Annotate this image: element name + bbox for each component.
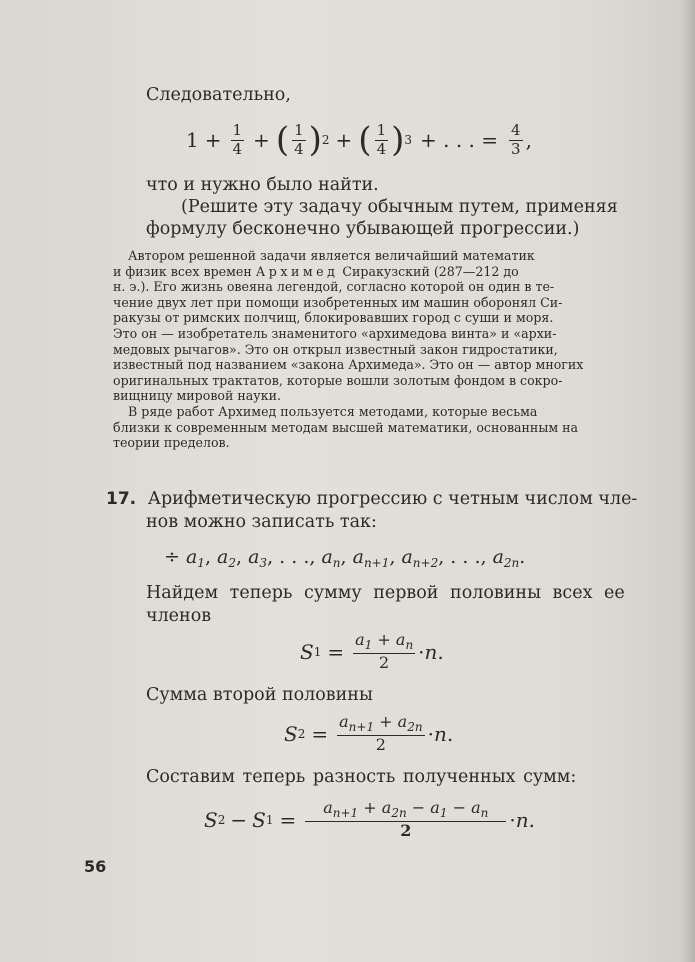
s2-fraction xyxy=(337,714,424,753)
s1-fraction xyxy=(353,632,415,671)
note-line-start: и физик всех времен xyxy=(113,263,252,279)
note-line: теории пределов. xyxy=(113,435,230,451)
fraction-denominator: 4 xyxy=(376,139,387,158)
archimedes-note xyxy=(113,248,673,451)
term-a: a xyxy=(248,546,260,568)
note-line: известный под названием «закона Архимеда». Это он — автор многих xyxy=(113,357,584,373)
note-line: В ряде работ Архимед пользуется методами, которые весьма xyxy=(128,403,538,419)
fraction-numerator: 1 xyxy=(294,120,304,139)
separator: , xyxy=(389,546,396,568)
second-half-label: Сумма второй половины xyxy=(146,685,373,705)
s2-symbol: S xyxy=(284,722,298,746)
equals: = xyxy=(327,640,345,664)
separator: , xyxy=(340,546,347,568)
find-line-2: членов xyxy=(146,606,212,626)
page-edge-shadow xyxy=(681,0,695,962)
separator: , xyxy=(236,546,243,568)
separator: , xyxy=(204,546,211,568)
term-sub: 2 xyxy=(228,556,236,570)
formula-plus: + xyxy=(204,128,222,152)
fraction-numerator: 4 xyxy=(511,120,521,139)
note-line: ракузы от римских полчищ, блокировавших город с суши и моря. xyxy=(113,310,554,326)
s2-sub: 2 xyxy=(297,727,306,741)
note-line: чение двух лет при помощи изобретенных им машин оборонял Си- xyxy=(113,294,563,310)
term-sub: n xyxy=(332,556,341,570)
difference-denominator: 2 xyxy=(400,820,412,840)
note-line: Это он — изобретатель знаменитого «архимедова винта» и «архи- xyxy=(113,325,557,341)
s1-denominator: 2 xyxy=(379,652,390,672)
mult-dot: · xyxy=(418,640,425,664)
period: . xyxy=(528,808,535,832)
formula-dots-equals: + . . . = xyxy=(420,128,499,152)
problem-line-1 xyxy=(106,488,637,510)
mult-dot: · xyxy=(509,808,516,832)
separator: , xyxy=(309,546,316,568)
n-factor: n xyxy=(433,722,447,746)
term-a: a xyxy=(492,546,504,568)
intro-text: Следовательно, xyxy=(146,85,291,105)
formula-comma: , xyxy=(525,128,532,152)
formula-one: 1 xyxy=(186,128,199,152)
fraction-result xyxy=(509,120,523,158)
s1-symbol: S xyxy=(300,640,314,664)
period: . xyxy=(519,546,526,568)
term-sub: 2n xyxy=(503,556,520,570)
s1-symbol: S xyxy=(252,808,266,832)
term-sub: n+1 xyxy=(363,556,390,570)
term-sub: 1 xyxy=(197,556,205,570)
paren-open: ( xyxy=(358,120,372,160)
problem-number: 17. xyxy=(106,489,137,509)
s2-formula xyxy=(284,708,453,760)
term-sub: 3 xyxy=(259,556,268,570)
note-line: близки к современным методам высшей математики, основанным на xyxy=(113,419,579,435)
paren-open: ( xyxy=(275,120,290,160)
s2-numerator: $a_{n+1} + a_{2n}$ xyxy=(339,712,423,735)
problem-line-2: нов можно записать так: xyxy=(146,512,377,532)
equals: = xyxy=(279,808,297,832)
s1-sub: 1 xyxy=(265,813,274,827)
progression-symbol: ÷ xyxy=(164,546,180,568)
note-line: медовых рычагов». Это он открыл известный закон гидростатики, xyxy=(113,341,558,357)
note-line: Автором решенной задачи является величайший математик xyxy=(128,248,535,263)
ellipsis: . . . xyxy=(279,546,310,568)
problem-text: Арифметическую прогрессию с четным числом чле- xyxy=(147,489,638,509)
find-line-1: Найдем теперь сумму первой половины всех ее xyxy=(146,583,625,603)
note-line xyxy=(113,264,673,280)
mult-dot: · xyxy=(427,722,434,746)
equals: = xyxy=(311,722,329,746)
exponent-3: 3 xyxy=(404,133,413,147)
note-line: н. э.). Его жизнь овеяна легендой, согласно которой он один в те- xyxy=(113,279,555,295)
separator: , xyxy=(267,546,274,568)
difference-label: Составим теперь разность полученных сумм: xyxy=(146,767,577,787)
hint-line-1: (Решите эту задачу обычным путем, применяя xyxy=(181,197,618,217)
n-factor: n xyxy=(515,808,529,832)
minus: − xyxy=(230,808,248,832)
difference-fraction xyxy=(305,800,506,839)
n-factor: n xyxy=(424,640,438,664)
period: . xyxy=(437,640,444,664)
found-text: что и нужно было найти. xyxy=(146,175,379,195)
term-a: a xyxy=(352,546,364,568)
s2-denominator: 2 xyxy=(375,734,386,754)
progression-sequence xyxy=(164,546,525,570)
s2-symbol: S xyxy=(204,808,218,832)
fraction-quarter xyxy=(375,120,389,158)
paren-close: ) xyxy=(308,120,322,160)
term-a: a xyxy=(217,546,229,568)
fraction-quarter xyxy=(292,120,306,158)
separator: , xyxy=(438,546,445,568)
term-a: a xyxy=(401,546,413,568)
fraction-numerator: 1 xyxy=(232,120,243,139)
hint-line-2: формулу бесконечно убывающей прогрессии.) xyxy=(146,219,580,239)
s1-sub: 1 xyxy=(313,645,322,659)
ellipsis: . . . xyxy=(450,546,481,568)
formula-plus: + xyxy=(253,128,270,152)
fraction-denominator: 4 xyxy=(294,139,304,158)
term-sub: n+2 xyxy=(412,556,439,570)
s1-formula xyxy=(300,628,444,676)
term-a: a xyxy=(185,546,198,568)
difference-formula xyxy=(204,794,535,846)
difference-numerator: $a_{n+1} + a_{2n} - a_1 - a_n$ xyxy=(305,800,506,822)
paren-close: ) xyxy=(391,120,405,160)
fraction-quarter xyxy=(231,120,245,158)
page-number: 56 xyxy=(84,857,107,876)
exponent-2: 2 xyxy=(321,133,330,147)
series-formula xyxy=(186,112,532,168)
period: . xyxy=(446,722,454,746)
fraction-denominator: 4 xyxy=(232,139,243,158)
fraction-numerator: 1 xyxy=(376,120,387,139)
separator: , xyxy=(480,546,487,568)
term-a: a xyxy=(321,546,333,568)
formula-plus: + xyxy=(335,128,353,152)
note-line: вищницу мировой науки. xyxy=(113,388,281,404)
s2-sub: 2 xyxy=(217,813,226,827)
fraction-denominator: 3 xyxy=(511,139,521,158)
note-line-end: Сиракузский (287—212 до xyxy=(342,263,519,279)
archimedes-name: Архимед xyxy=(255,263,339,279)
note-line: оригинальных трактатов, которые вошли золотым фондом в сокро- xyxy=(113,372,563,388)
s1-numerator: $a_1 + a_n$ xyxy=(355,630,414,653)
